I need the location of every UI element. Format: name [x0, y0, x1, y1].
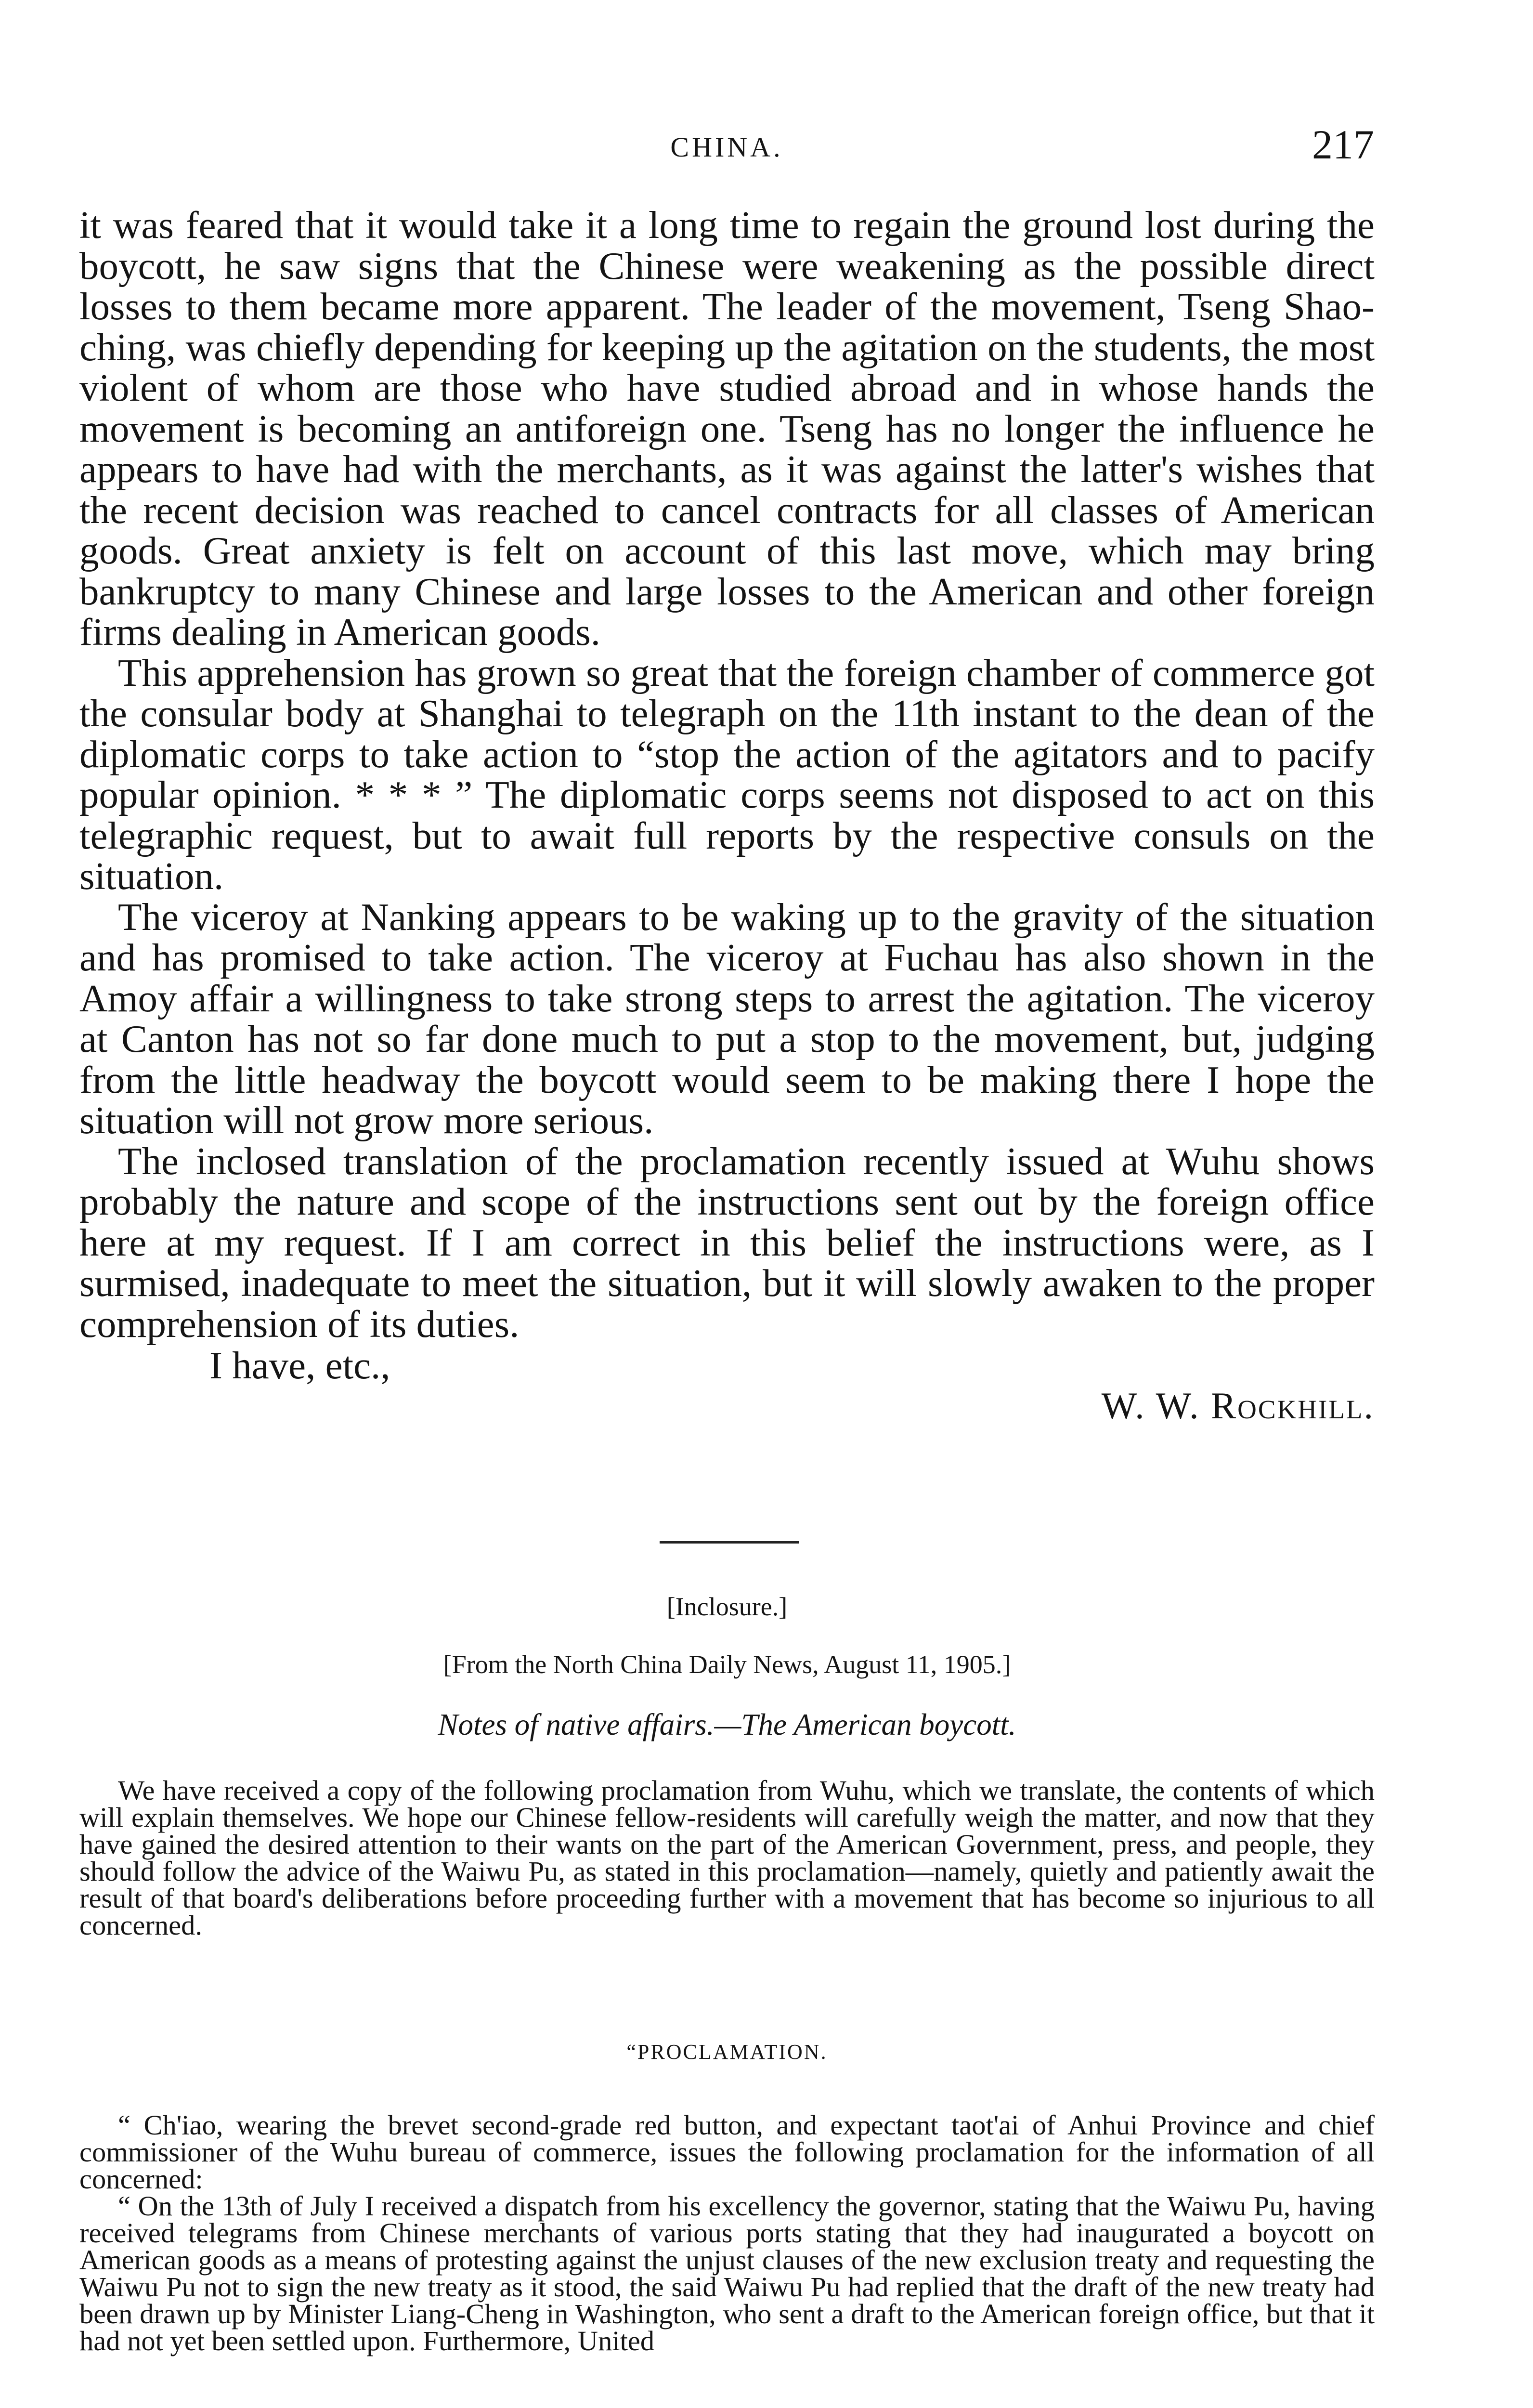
- paragraph-translation: The inclosed translation of the proclamation recently issued at Wuhu shows probably the nature and scope of the instructions sent out by the foreign office here at my request. If I am correct in this belief the instructions were, as I surmised, inadequate to meet the situation, but it will slowly awaken to the proper comprehension of its duties.: [79, 1139, 1375, 1346]
- proclamation-paragraph-1: “ Ch'iao, wearing the brevet second-grade red button, and expectant taot'ai of Anhui Province and chief commissioner of the Wuhu bureau of commerce, issues the following proclamation for the information of all concerned:: [79, 2109, 1375, 2195]
- section-divider: [660, 1541, 799, 1544]
- intro-paragraph: We have received a copy of the following proclamation from Wuhu, which we translate, the contents of which will explain themselves. We hope our Chinese fellow-residents will carefully weigh the matter, and now that they have gained the desired attention to their wants on the part of the American Government, press, and people, they should follow the advice of the Waiwu Pu, as stated in this proclamation—namely, quietly and patiently await the result of that board's deliberations before proceeding further with a movement that has become so injurious to all concerned.: [79, 1775, 1375, 1941]
- inclosure-label: [Inclosure.]: [666, 1592, 788, 1621]
- proclamation-heading: “PROCLAMATION.: [626, 2040, 828, 2064]
- inclosure-title: Notes of native affairs.—The American boycott.: [438, 1708, 1016, 1741]
- proclamation-body: [79, 2109, 1375, 2356]
- source-citation: [From the North China Daily News, August 11, 1905.]: [443, 1650, 1011, 1679]
- closing-line: I have, etc.,: [209, 1344, 390, 1387]
- letter-body: [79, 205, 1375, 1426]
- page-number: 217: [1312, 121, 1374, 168]
- paragraph-continuation: it was feared that it would take it a long time to regain the ground lost during the boycott, he saw signs that the Chinese were weakening as the possible direct losses to them became more apparent. The leader of the movement, Tseng Shao-ching, was chiefly depending for keeping up the agitation on the students, the most violent of whom are those who have studied abroad and in whose hands the movement is becoming an antiforeign one. Tseng has no longer the influence he appears to have had with the merchants, as it was against the latter's wishes that the recent decision was reached to cancel contracts for all classes of American goods. Great anxiety is felt on account of this last move, which may bring bankruptcy to many Chinese and large losses to the American and other foreign firms dealing in American goods.: [79, 203, 1375, 654]
- running-head: CHINA.: [670, 131, 783, 163]
- page-header: [79, 120, 1374, 173]
- inclosure-intro: [79, 1777, 1375, 1939]
- proclamation-paragraph-2: “ On the 13th of July I received a dispatch from his excellency the governor, stating that the Waiwu Pu, having received telegrams from Chinese merchants of various ports stating that they had inaugurated a boycott on American goods as a means of protesting against the unjust clauses of the new exclusion treaty and requesting the Waiwu Pu not to sign the new treaty as it stood, the said Waiwu Pu had replied that the draft of the new treaty had been drawn up by Minister Liang-Cheng in Washington, who sent a draft to the American foreign office, but that it had not yet been settled upon. Furthermore, United: [79, 2190, 1375, 2356]
- paragraph-apprehension: This apprehension has grown so great that the foreign chamber of commerce got the consular body at Shanghai to telegraph on the 11th instant to the dean of the diplomatic corps to take action to “stop the action of the agitators and to pacify popular opinion. * * * ” The diplomatic corps seems not disposed to act on this telegraphic request, but to await full reports by the respective consuls on the situation.: [79, 651, 1375, 898]
- signature: W. W. Rockhill.: [1101, 1385, 1375, 1426]
- paragraph-viceroys: The viceroy at Nanking appears to be waking up to the gravity of the situation and has promised to take action. The viceroy at Fuchau has also shown in the Amoy affair a willingness to take strong steps to arrest the agitation. The viceroy at Canton has not so far done much to put a stop to the movement, but, judging from the little headway the boycott would seem to be making there I hope the situation will not grow more serious.: [79, 895, 1375, 1142]
